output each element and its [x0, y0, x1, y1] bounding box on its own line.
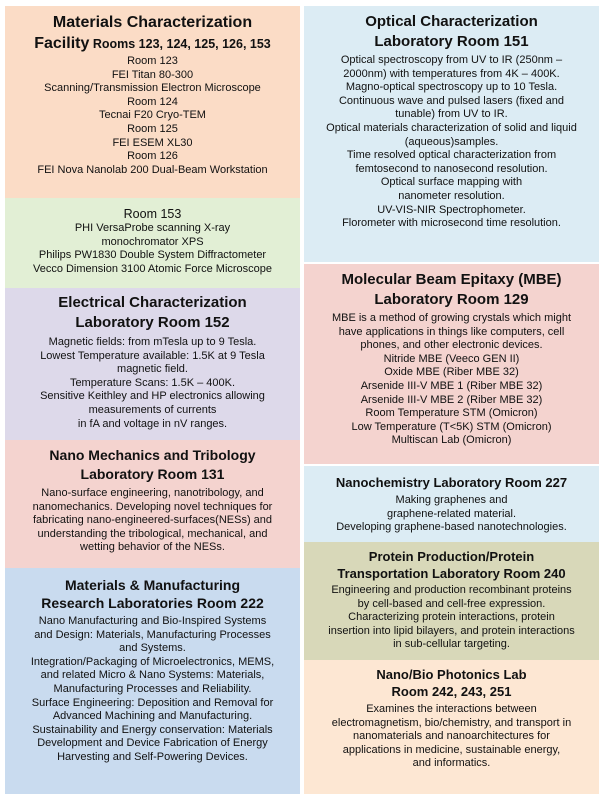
materials-manufacturing-panel: [5, 568, 300, 794]
body-line: FEI ESEM XL30: [112, 136, 193, 149]
body-line: Room 124: [127, 95, 178, 108]
body-line: and related Micro & Nano Systems: Materials,: [40, 669, 265, 682]
panel-title: Research Laboratories Room 222: [41, 595, 264, 611]
panel-title: Room 153: [123, 207, 182, 221]
body-line: PHI VersaProbe scanning X-ray: [74, 222, 231, 234]
optical-characterization-panel: [304, 6, 599, 262]
body-line: in sub-cellular targeting.: [393, 638, 510, 651]
panel-title: Transportation Laboratory Room 240: [337, 566, 566, 581]
body-line: and Design: Materials, Manufacturing Processes: [34, 628, 271, 641]
body-line: by cell-based and cell-free expression.: [357, 597, 546, 610]
panel-body: [10, 55, 295, 177]
body-line: femtosecond to nanosecond resolution.: [355, 162, 548, 175]
body-line: Surface Engineering: Deposition and Removal for: [31, 696, 274, 709]
panel-title: Laboratory Room 129: [374, 291, 529, 308]
panel-title: Room 242, 243, 251: [391, 684, 512, 699]
panel-title-rooms: [10, 33, 295, 55]
body-line: FEI Nova Nanolab 200 Dual-Beam Workstation: [37, 163, 268, 176]
body-line: Advanced Machining and Manufacturing.: [52, 710, 253, 723]
body-line: have applications in things like computers, cell: [338, 325, 565, 338]
body-line: Characterizing protein interactions, protein: [348, 611, 555, 624]
body-line: (aqueous)samples.: [404, 135, 499, 148]
body-line: fabricating nano-engineered-surfaces(NESs) and: [32, 514, 273, 527]
body-line: Lowest Temperature available: 1.5K at 9 Tesla: [40, 349, 265, 362]
body-line: Oxide MBE (Riber MBE 32): [384, 366, 519, 379]
body-line: nanomaterials and nanoarchitectures for: [353, 730, 550, 743]
body-line: FEI Titan 80-300: [111, 68, 194, 81]
panel-title: Materials & Manufacturing: [64, 577, 241, 593]
body-line: measurements of currents: [88, 403, 217, 416]
panel-title: Electrical Characterization: [58, 294, 247, 311]
body-line: Sustainability and Energy conservation: Materials: [32, 723, 273, 736]
body-line: Philips PW1830 Double System Diffractometer: [38, 249, 267, 262]
nano-mechanics-panel: [5, 440, 300, 568]
body-line: graphene-related material.: [386, 507, 517, 520]
body-line: and Systems.: [119, 642, 186, 655]
body-line: Tecnai F20 Cryo-TEM: [99, 109, 206, 122]
body-line: Room 126: [127, 150, 178, 163]
body-line: Room 123: [127, 55, 178, 67]
body-line: Arsenide III-V MBE 1 (Riber MBE 32): [360, 379, 543, 392]
electrical-characterization-panel: [5, 288, 300, 440]
panel-title: Laboratory Room 151: [374, 33, 529, 50]
panel-title: Nanochemistry Laboratory Room 227: [335, 475, 568, 490]
body-line: Optical spectroscopy from UV to IR (250nm –: [340, 54, 563, 66]
body-line: insertion into lipid bilayers, and protein interactions: [328, 624, 575, 637]
facility-label: Facility: [34, 35, 90, 52]
body-line: monochromator XPS: [101, 235, 204, 248]
panel-title: Materials Characterization: [52, 14, 253, 31]
body-line: Magno-optical spectroscopy up to 10 Tesla.: [345, 81, 558, 94]
rooms-label: Rooms 123, 124, 125, 126, 153: [89, 37, 271, 51]
body-line: Vecco Dimension 3100 Atomic Force Microscope: [32, 262, 273, 275]
body-line: Sensitive Keithley and HP electronics allowing: [40, 390, 265, 403]
panel-title: Optical Characterization: [365, 13, 538, 30]
panel-title: Laboratory Room 131: [80, 466, 225, 482]
panel-title: Laboratory Room 152: [75, 314, 230, 331]
body-line: 2000nm) with temperatures from 4K – 400K.: [343, 67, 560, 80]
body-line: MBE is a method of growing crystals which might: [331, 312, 572, 324]
body-line: Continuous wave and pulsed lasers (fixed and: [338, 94, 565, 107]
body-line: Examines the interactions between: [366, 703, 537, 715]
body-line: Integration/Packaging of Microelectronics, MEMS,: [30, 655, 275, 668]
body-line: Magnetic fields: from mTesla up to 9 Tesla.: [48, 336, 257, 348]
body-line: Optical materials characterization of solid and liquid: [326, 121, 577, 134]
room-153-panel: [5, 198, 300, 288]
body-line: understanding the tribological, mechanical, and: [37, 527, 268, 540]
body-line: Low Temperature (T<5K) STM (Omicron): [351, 420, 552, 433]
body-line: Arsenide III-V MBE 2 (Riber MBE 32): [360, 393, 543, 406]
body-line: phones, and other electronic devices.: [360, 339, 543, 352]
panel-title: Molecular Beam Epitaxy (MBE): [341, 271, 562, 288]
body-line: tunable) from UV to IR.: [395, 108, 508, 121]
body-line: in fA and voltage in nV ranges.: [77, 417, 228, 430]
mbe-panel: [304, 264, 599, 464]
left-column: [5, 6, 300, 794]
panel-title: Nano Mechanics and Tribology: [49, 447, 256, 463]
nano-bio-photonics-panel: [304, 660, 599, 794]
body-line: and informatics.: [412, 757, 491, 770]
body-line: Multiscan Lab (Omicron): [391, 434, 512, 447]
right-column: [304, 6, 599, 794]
body-line: Making graphenes and: [395, 494, 508, 506]
body-line: magnetic field.: [117, 363, 188, 376]
body-line: Temperature Scans: 1.5K – 400K.: [69, 376, 236, 389]
body-line: Harvesting and Self-Powering Devices.: [57, 750, 248, 763]
body-line: Developing graphene-based nanotechnologies.: [336, 521, 567, 534]
body-line: wetting behavior of the NESs.: [80, 541, 225, 554]
body-line: Room Temperature STM (Omicron): [365, 407, 538, 420]
body-line: Manufacturing Processes and Reliability.: [53, 682, 252, 695]
panel-title: Protein Production/Protein: [368, 549, 535, 564]
body-line: Room 125: [127, 122, 178, 135]
body-line: nanomechanics. Developing novel techniques for: [32, 500, 273, 513]
body-line: Scanning/Transmission Electron Microscope: [44, 82, 261, 95]
body-line: applications in medicine, sustainable energy,: [342, 743, 561, 756]
panel-title: Nano/Bio Photonics Lab: [376, 667, 527, 682]
body-line: Optical surface mapping with: [380, 176, 523, 189]
body-line: nanometer resolution.: [398, 189, 505, 202]
body-line: Nano-surface engineering, nanotribology, and: [41, 487, 264, 499]
protein-production-panel: [304, 542, 599, 660]
body-line: UV-VIS-NIR Spectrophometer.: [377, 203, 526, 216]
body-line: Nitride MBE (Veeco GEN II): [383, 352, 520, 365]
body-line: Nano Manufacturing and Bio-Inspired Systems: [38, 615, 267, 627]
body-line: Time resolved optical characterization from: [346, 149, 557, 162]
body-line: Engineering and production recombinant proteins: [331, 584, 572, 596]
body-line: Development and Device Fabrication of Energy: [37, 737, 268, 750]
nanochemistry-panel: [304, 466, 599, 542]
materials-characterization-panel: [5, 6, 300, 198]
body-line: electromagnetism, bio/chemistry, and transport in: [331, 716, 572, 729]
body-line: Florometer with microsecond time resolution.: [342, 217, 561, 230]
